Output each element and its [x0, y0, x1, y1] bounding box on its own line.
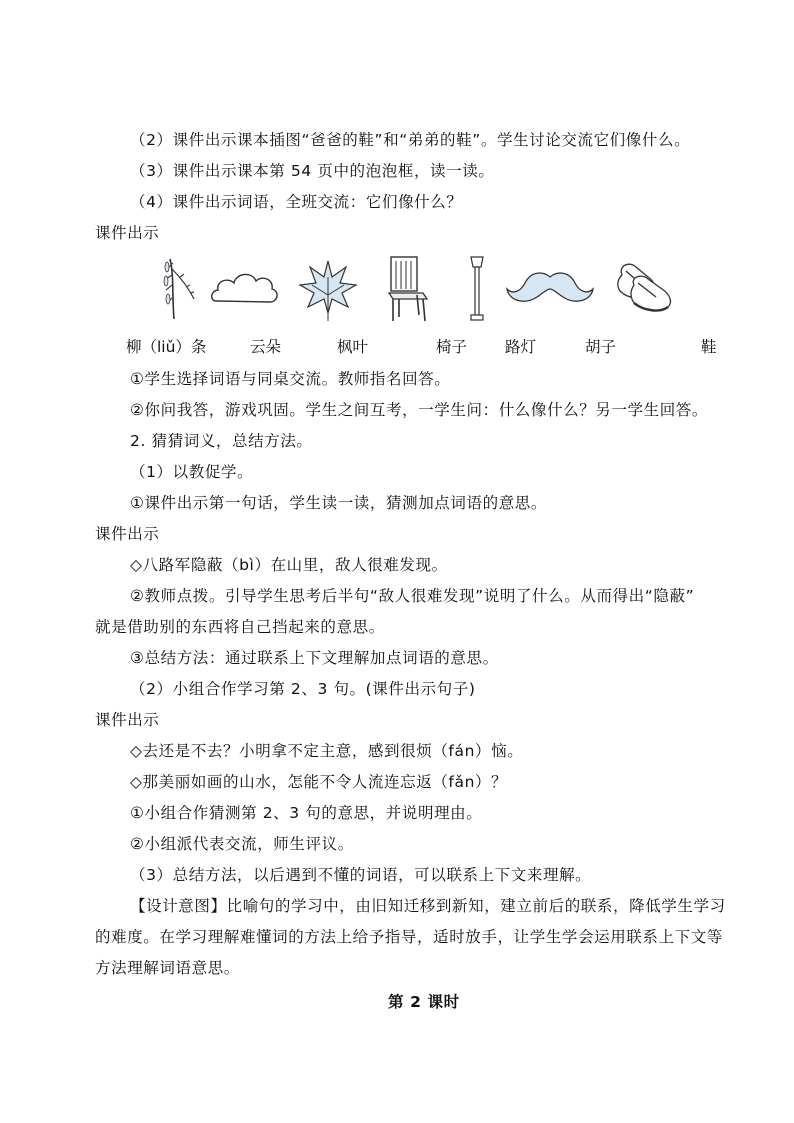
picture-label-mustache: 胡子 — [585, 338, 617, 356]
text-line-1: （2）课件出示课本插图“爸爸的鞋”和“弟弟的鞋”。学生讨论交流它们像什么。 — [130, 131, 691, 149]
design-intent-line-3: 方法理解词语意思。 — [95, 959, 240, 977]
text-line-19: ②小组派代表交流，师生评议。 — [130, 835, 354, 853]
courseware-label: 课件出示 — [95, 525, 160, 543]
text-line-14: （2）小组合作学习第 2、3 句。(课件出示句子) — [130, 680, 476, 698]
text-line-3: （4）课件出示词语，全班交流：它们像什么？ — [130, 193, 463, 211]
picture-label-street-lamp: 路灯 — [505, 338, 537, 356]
picture-strip — [160, 255, 680, 323]
mustache-icon — [505, 255, 595, 323]
design-intent-line-2: 的难度。在学习理解难懂词的方法上给予指导，适时放手，让学生学会运用联系上下文等 — [95, 928, 723, 946]
text-line-9: ①课件出示第一句话，学生读一读，猜测加点词语的意思。 — [130, 494, 547, 512]
shoes-icon — [608, 255, 680, 323]
cloud-icon — [210, 255, 280, 323]
chair-icon — [385, 255, 430, 323]
picture-label-chair: 椅子 — [436, 338, 468, 356]
text-line-20: （3）总结方法，以后遇到不懂的词语，可以联系上下文来理解。 — [130, 866, 592, 884]
street-lamp-icon — [465, 255, 489, 323]
courseware-label: 课件出示 — [95, 711, 160, 729]
text-line-16: ◇去还是不去？小明拿不定主意，感到很烦（fán）恼。 — [130, 742, 524, 760]
maple-leaf-icon — [298, 255, 358, 323]
text-line-12a: ②教师点拨。引导学生思考后半句“敌人很难发现”说明了什么。从而得出“隐蔽” — [130, 587, 695, 605]
text-line-17: ◇那美丽如画的山水，怎能不令人流连忘返（fǎn）？ — [130, 773, 508, 791]
text-line-7: 2. 猜猜词义，总结方法。 — [130, 432, 313, 450]
text-line-18: ①小组合作猜测第 2、3 句的意思，并说明理由。 — [130, 804, 483, 822]
willow-icon — [160, 255, 200, 323]
picture-label-cloud: 云朵 — [250, 338, 282, 356]
text-line-12b: 就是借助别的东西将自己挡起来的意思。 — [95, 618, 385, 636]
picture-label-maple-leaf: 枫叶 — [337, 338, 369, 356]
text-line-6: ②你问我答，游戏巩固。学生之间互考，一学生问：什么像什么？另一学生回答。 — [130, 401, 708, 419]
picture-label-shoes: 鞋 — [701, 338, 717, 356]
picture-label-willow: 柳（liǔ）条 — [126, 338, 207, 356]
text-line-2: （3）课件出示课本第 54 页中的泡泡框，读一读。 — [130, 162, 495, 180]
text-line-8: （1）以教促学。 — [130, 463, 254, 481]
text-line-13: ③总结方法：通过联系上下文理解加点词语的意思。 — [130, 649, 499, 667]
text-line-5: ①学生选择词语与同桌交流。教师指名回答。 — [130, 370, 451, 388]
lesson-title: 第 2 课时 — [388, 993, 460, 1011]
design-intent-line-1: 【设计意图】比喻句的学习中，由旧知迁移到新知，建立前后的联系，降低学生学习 — [130, 897, 726, 915]
text-line-11: ◇八路军隐蔽（bì）在山里，敌人很难发现。 — [130, 556, 448, 574]
courseware-label: 课件出示 — [95, 224, 160, 242]
